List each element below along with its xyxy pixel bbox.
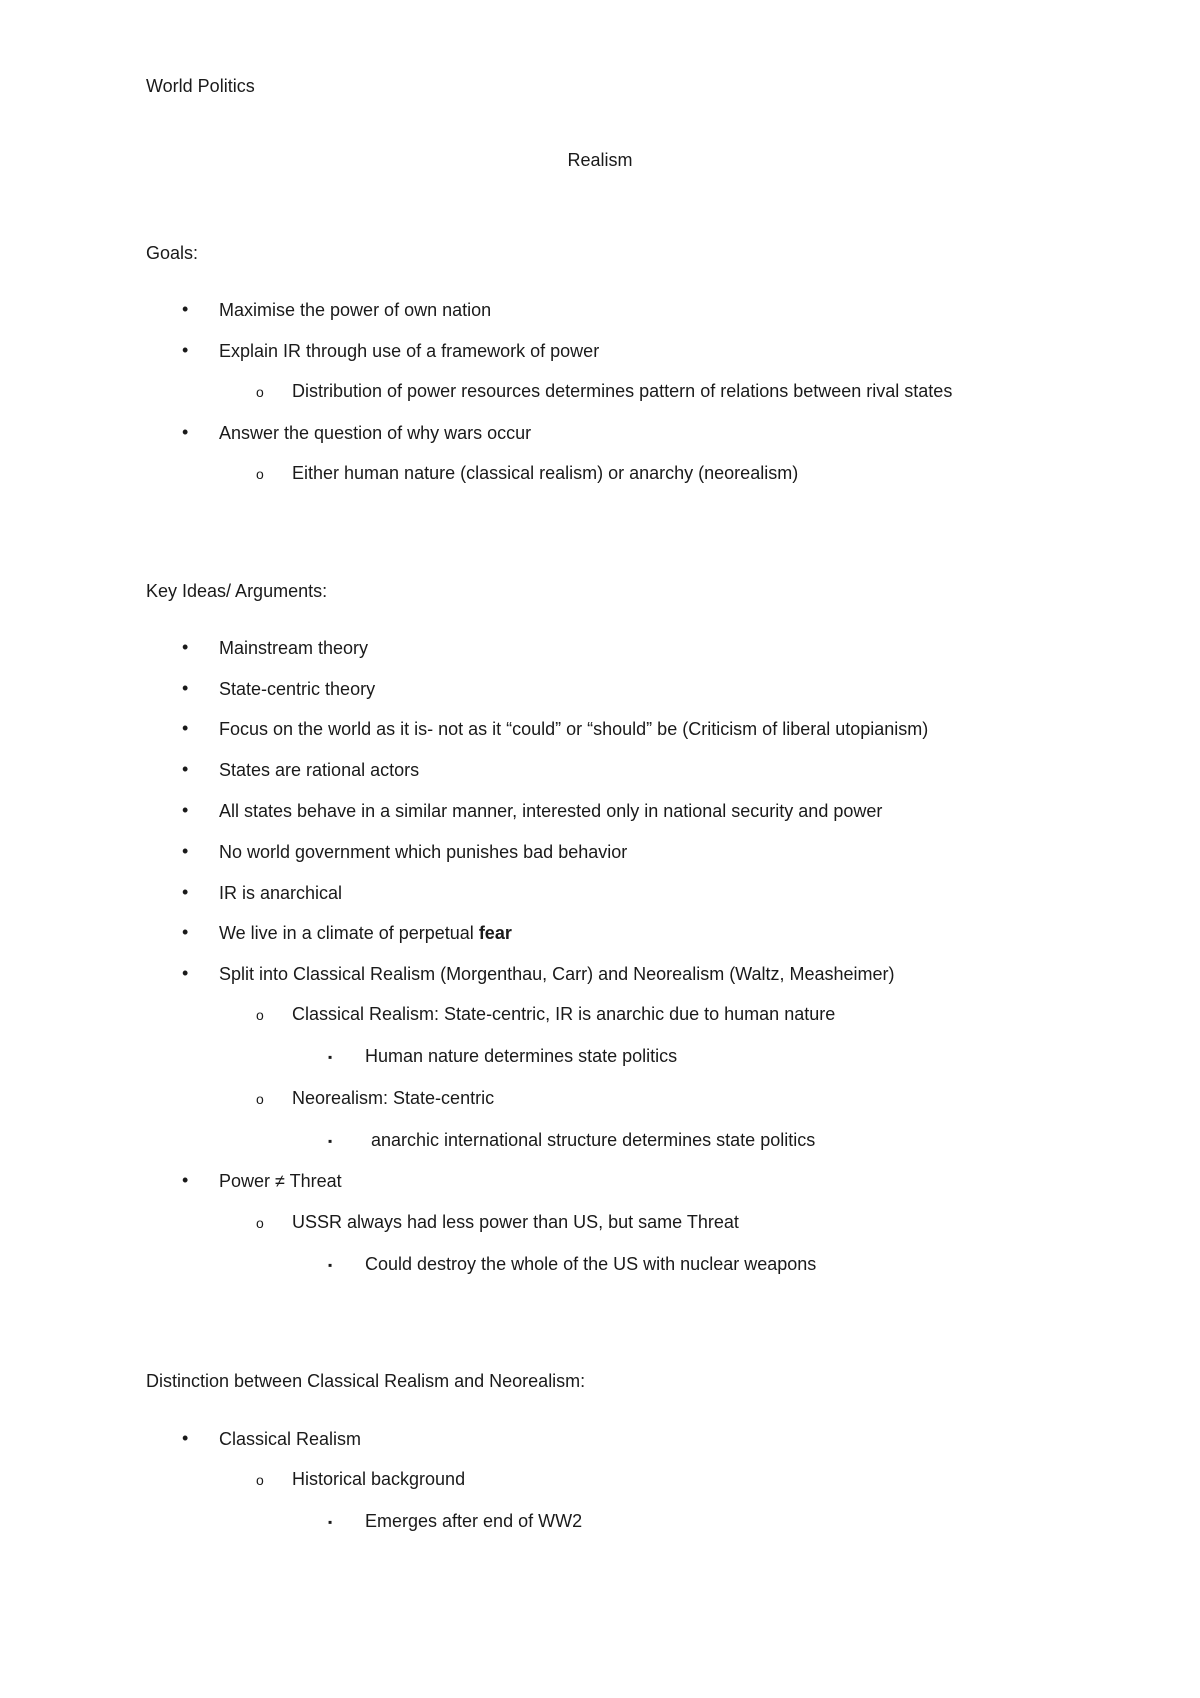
list-item: States are rational actors [219, 760, 420, 780]
bullet-marker: • [182, 637, 189, 657]
bullet-marker: o [256, 1007, 264, 1023]
bullet-marker: o [256, 1472, 264, 1488]
bullet-marker: • [182, 422, 189, 442]
list-item: Classical Realism [219, 1429, 362, 1449]
bullet-marker: • [182, 922, 189, 942]
list-item: Explain IR through use of a framework of power [219, 341, 600, 361]
list-item: Split into Classical Realism (Morgenthau, Carr) and Neorealism (Waltz, Measheimer) [219, 964, 895, 984]
list-item: Maximise the power of own nation [219, 300, 492, 320]
bullet-marker: • [182, 841, 189, 861]
bullet-marker: • [182, 678, 189, 698]
list-item: USSR always had less power than US, but same Threat [292, 1212, 739, 1232]
list-item: Focus on the world as it is- not as it “could” or “should” be (Criticism of liberal utopianism) [219, 719, 929, 739]
bullet-marker: • [182, 1170, 189, 1190]
bullet-marker: ▪ [328, 1258, 333, 1272]
list-item: Either human nature (classical realism) or anarchy (neorealism) [292, 463, 799, 483]
section-heading-key-ideas: Key Ideas/ Arguments: [146, 581, 328, 601]
list-item: Historical background [292, 1469, 466, 1489]
list-item: anarchic international structure determines state politics [371, 1130, 816, 1150]
bullet-marker: • [182, 759, 189, 779]
list-item: State-centric theory [219, 679, 376, 699]
bullet-marker: ▪ [328, 1134, 333, 1148]
bullet-marker: o [256, 384, 264, 400]
section-heading-distinction: Distinction between Classical Realism and Neorealism: [146, 1371, 586, 1391]
bullet-marker: • [182, 963, 189, 983]
list-item: Distribution of power resources determines pattern of relations between rival states [292, 381, 953, 401]
list-item: Answer the question of why wars occur [219, 423, 532, 443]
bullet-marker: o [256, 466, 264, 482]
bullet-marker: ▪ [328, 1050, 333, 1064]
bullet-marker: ▪ [328, 1515, 333, 1529]
bullet-marker: • [182, 299, 189, 319]
bullet-marker: • [182, 882, 189, 902]
bullet-marker: o [256, 1091, 264, 1107]
list-item: Power ≠ Threat [219, 1171, 342, 1191]
list-item: Classical Realism: State-centric, IR is anarchic due to human nature [292, 1004, 836, 1024]
list-item: Could destroy the whole of the US with nuclear weapons [365, 1254, 817, 1274]
list-item: Neorealism: State-centric [292, 1088, 495, 1108]
emphasis-text: fear [478, 923, 512, 943]
list-item: All states behave in a similar manner, interested only in national security and power [219, 801, 883, 821]
list-item: Human nature determines state politics [365, 1046, 678, 1066]
list-item: IR is anarchical [219, 883, 343, 903]
list-item: Mainstream theory [219, 638, 369, 658]
list-item [219, 922, 512, 944]
bullet-marker: • [182, 718, 189, 738]
list-item: No world government which punishes bad behavior [219, 842, 628, 862]
bullet-marker: o [256, 1215, 264, 1231]
bullet-marker: • [182, 1428, 189, 1448]
list-item-text: We live in a climate of perpetual [219, 923, 474, 943]
list-item: Emerges after end of WW2 [365, 1511, 583, 1531]
bullet-marker: • [182, 340, 189, 360]
course-label: World Politics [146, 76, 255, 96]
page-title: Realism [567, 150, 633, 170]
bullet-marker: • [182, 800, 189, 820]
section-heading-goals: Goals: [146, 243, 199, 263]
